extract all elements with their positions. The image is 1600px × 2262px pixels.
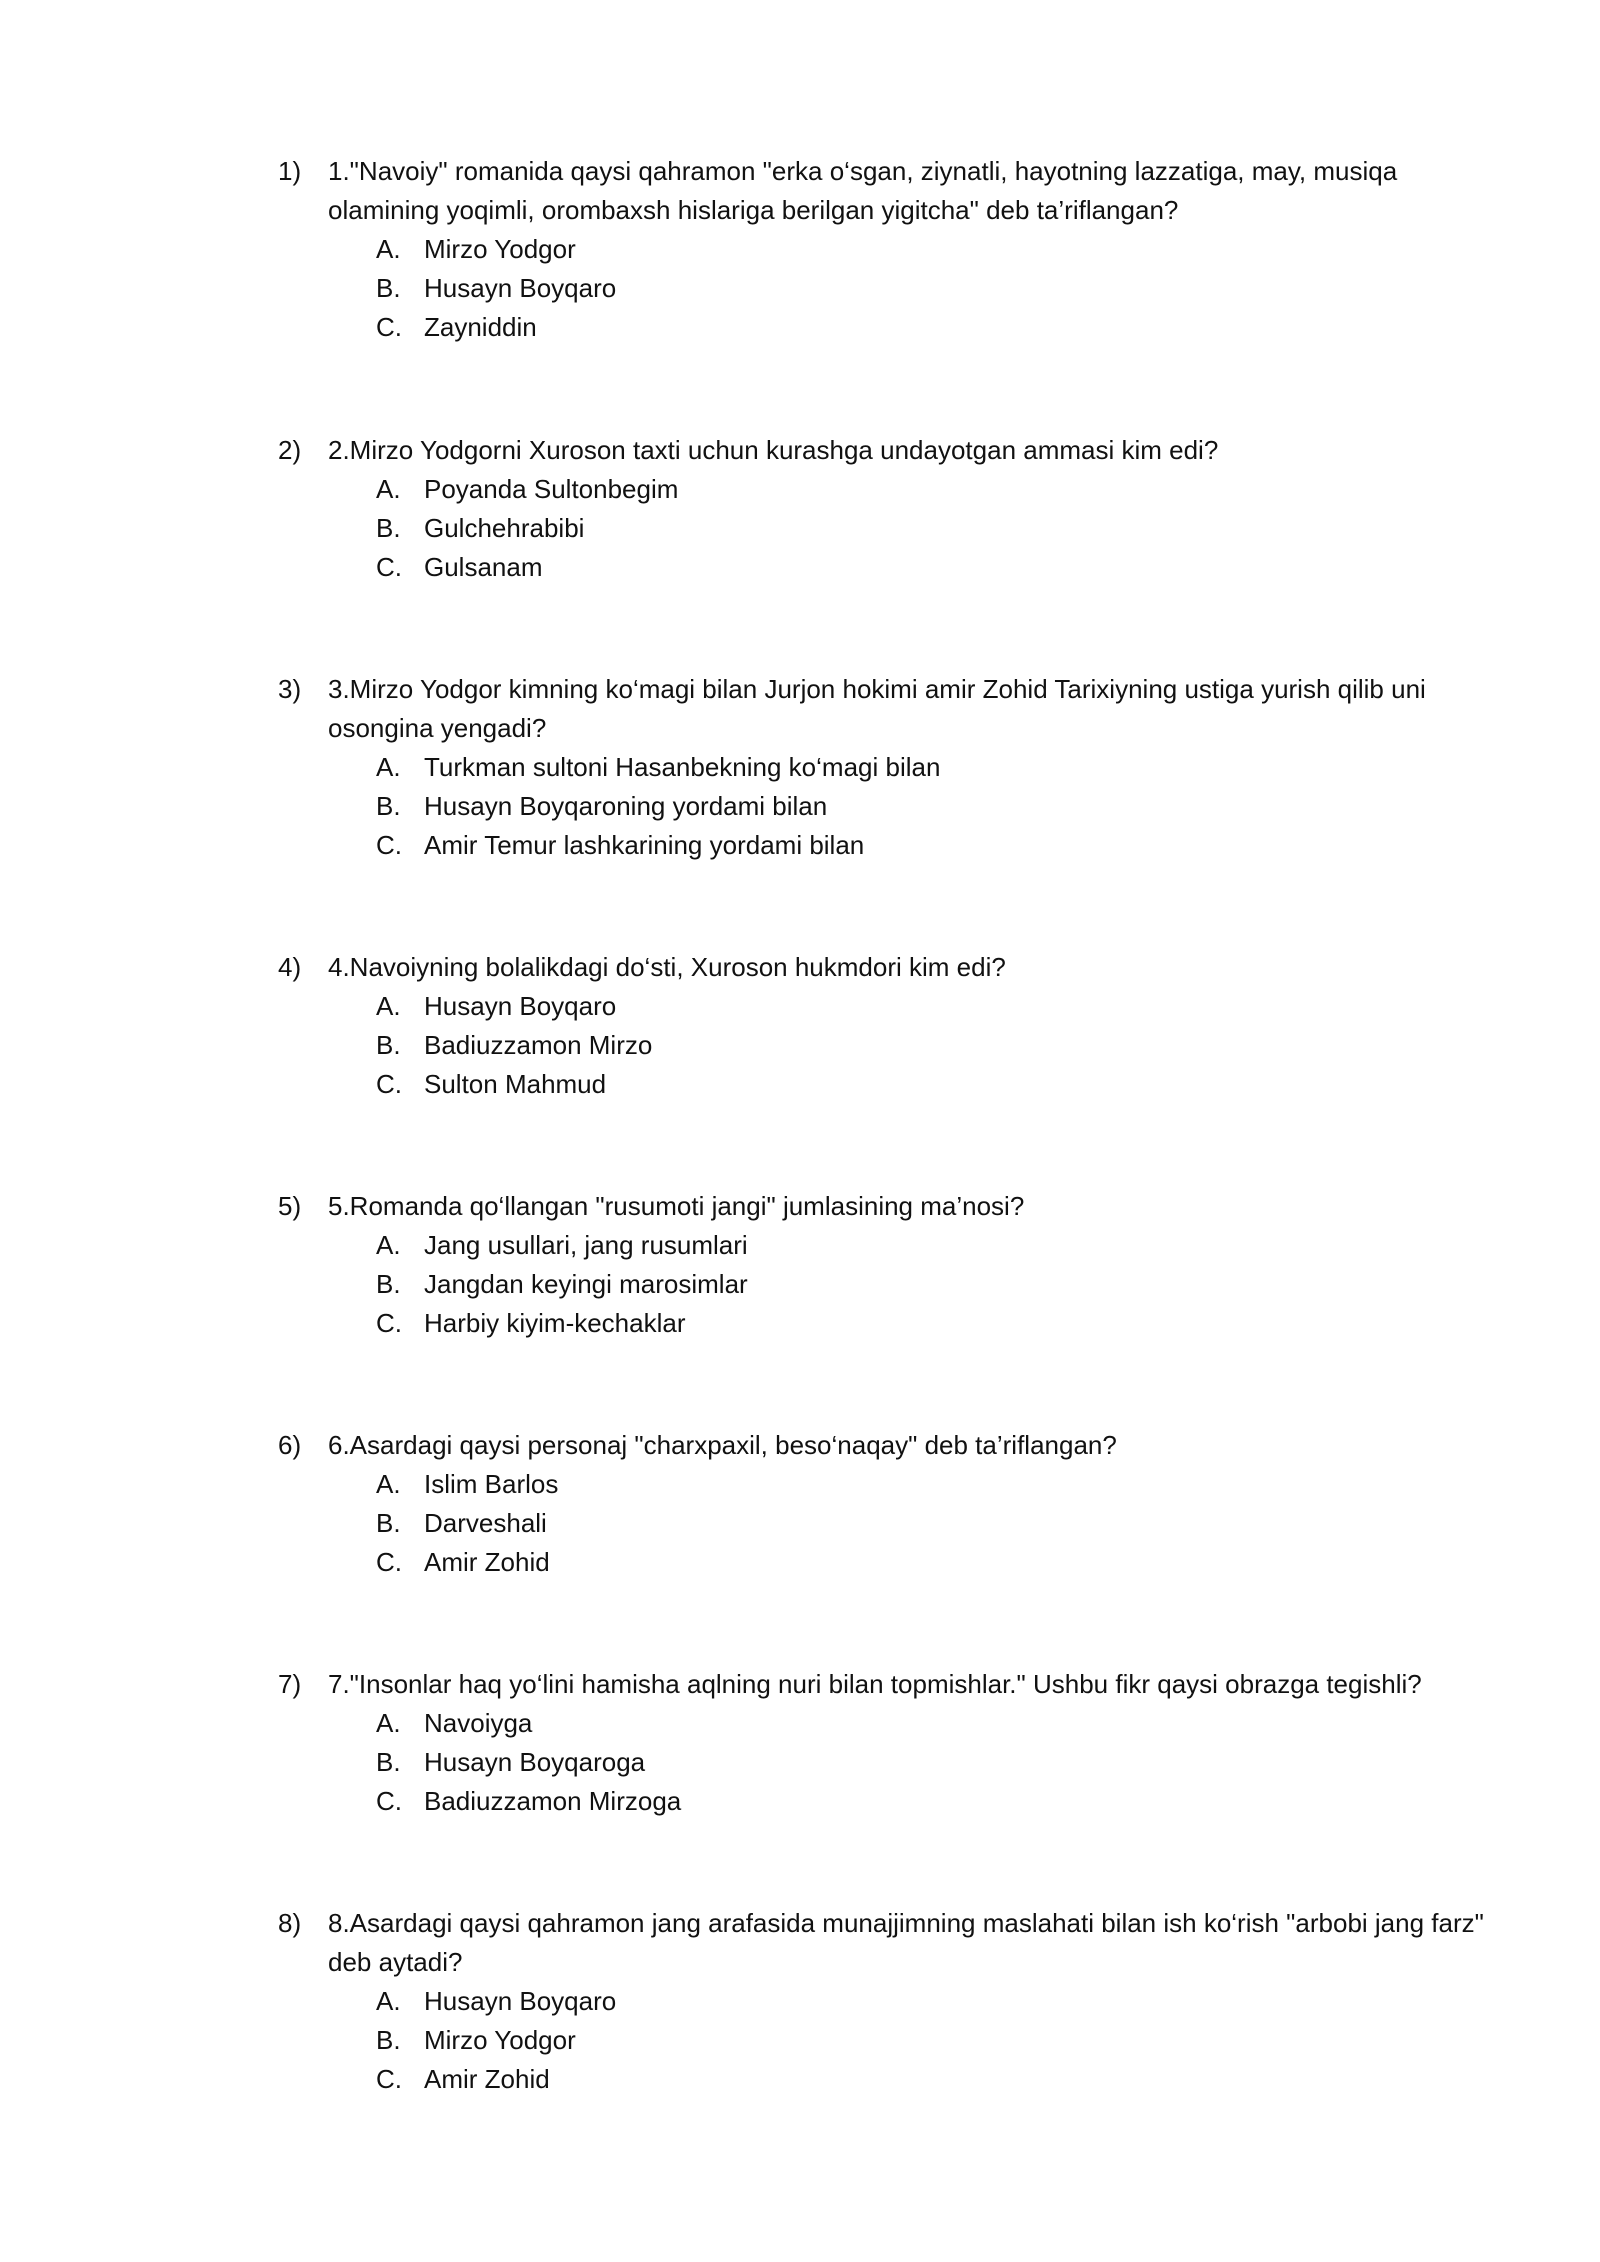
answer-option [376, 1226, 1493, 1265]
answer-option [376, 748, 1493, 787]
question-4 [278, 948, 1493, 1104]
option-letter: C. [376, 1308, 402, 1338]
question-number: 8) [278, 1908, 302, 1938]
answer-option [376, 509, 1493, 548]
option-letter: C. [376, 2064, 402, 2094]
option-text: Gulsanam [424, 552, 543, 582]
option-letter: C. [376, 830, 402, 860]
answer-options [376, 748, 1493, 865]
option-letter: B. [376, 791, 401, 821]
answer-option [376, 1265, 1493, 1304]
option-letter: B. [376, 513, 401, 543]
answer-options [376, 470, 1493, 587]
option-letter: A. [376, 1469, 401, 1499]
option-letter: A. [376, 1230, 401, 1260]
option-text: Darveshali [424, 1508, 547, 1538]
option-letter: C. [376, 552, 402, 582]
question-text: 1."Navoiy" romanida qaysi qahramon "erka o‘sgan, ziynatli, hayotning lazzatiga, may, musiqa olamining yoqimli, orombaxsh hislariga berilgan yigitcha" deb ta’riflangan? [328, 156, 1398, 225]
answer-option [376, 2060, 1493, 2099]
question-number: 3) [278, 674, 302, 704]
answer-options [376, 987, 1493, 1104]
option-text: Husayn Boyqaroning yordami bilan [424, 791, 828, 821]
answer-option [376, 1782, 1493, 1821]
answer-options [376, 1982, 1493, 2099]
option-letter: A. [376, 474, 401, 504]
question-text: 8.Asardagi qaysi qahramon jang arafasida munajjimning maslahati bilan ish ko‘rish "arbobi jang farz" deb aytadi? [328, 1908, 1484, 1977]
answer-option [376, 1026, 1493, 1065]
question-5 [278, 1187, 1493, 1343]
question-text: 5.Romanda qo‘llangan "rusumoti jangi" jumlasining ma’nosi? [328, 1191, 1025, 1221]
answer-option [376, 1982, 1493, 2021]
option-letter: C. [376, 312, 402, 342]
answer-option [376, 308, 1493, 347]
option-letter: B. [376, 1030, 401, 1060]
option-letter: B. [376, 1269, 401, 1299]
option-text: Gulchehrabibi [424, 513, 585, 543]
question-3 [278, 670, 1493, 865]
option-text: Zayniddin [424, 312, 537, 342]
answer-option [376, 826, 1493, 865]
option-text: Poyanda Sultonbegim [424, 474, 679, 504]
question-text: 6.Asardagi qaysi personaj "charxpaxil, beso‘naqay" deb ta’riflangan? [328, 1430, 1117, 1460]
option-text: Husayn Boyqaroga [424, 1747, 646, 1777]
question-1 [278, 152, 1493, 347]
question-text: 7."Insonlar haq yo‘lini hamisha aqlning nuri bilan topmishlar." Ushbu fikr qaysi obrazga tegishli? [328, 1669, 1422, 1699]
option-text: Mirzo Yodgor [424, 234, 576, 264]
option-text: Husayn Boyqaro [424, 273, 617, 303]
option-letter: B. [376, 273, 401, 303]
question-7 [278, 1665, 1493, 1821]
answer-option [376, 1465, 1493, 1504]
option-letter: B. [376, 2025, 401, 2055]
question-text: 2.Mirzo Yodgorni Xuroson taxti uchun kurashga undayotgan ammasi kim edi? [328, 435, 1219, 465]
answer-option [376, 2021, 1493, 2060]
option-text: Amir Zohid [424, 1547, 550, 1577]
answer-options [376, 1465, 1493, 1582]
option-text: Sulton Mahmud [424, 1069, 607, 1099]
answer-option [376, 1065, 1493, 1104]
answer-option [376, 230, 1493, 269]
question-number: 2) [278, 435, 302, 465]
question-number: 1) [278, 156, 302, 186]
question-number: 5) [278, 1191, 302, 1221]
option-text: Amir Zohid [424, 2064, 550, 2094]
option-text: Husayn Boyqaro [424, 1986, 617, 2016]
answer-options [376, 1704, 1493, 1821]
answer-option [376, 1743, 1493, 1782]
answer-option [376, 548, 1493, 587]
answer-option [376, 1704, 1493, 1743]
option-text: Husayn Boyqaro [424, 991, 617, 1021]
answer-option [376, 1504, 1493, 1543]
option-letter: A. [376, 1708, 401, 1738]
option-text: Amir Temur lashkarining yordami bilan [424, 830, 865, 860]
answer-option [376, 1304, 1493, 1343]
option-letter: A. [376, 1986, 401, 2016]
question-number: 6) [278, 1430, 302, 1460]
option-text: Mirzo Yodgor [424, 2025, 576, 2055]
question-8 [278, 1904, 1493, 2099]
question-number: 4) [278, 952, 302, 982]
question-2 [278, 431, 1493, 587]
option-letter: C. [376, 1547, 402, 1577]
question-6 [278, 1426, 1493, 1582]
answer-options [376, 1226, 1493, 1343]
option-text: Navoiyga [424, 1708, 533, 1738]
option-text: Turkman sultoni Hasanbekning ko‘magi bilan [424, 752, 941, 782]
option-letter: A. [376, 234, 401, 264]
answer-option [376, 1543, 1493, 1582]
question-number: 7) [278, 1669, 302, 1699]
answer-option [376, 987, 1493, 1026]
option-text: Harbiy kiyim-kechaklar [424, 1308, 686, 1338]
option-letter: C. [376, 1786, 402, 1816]
option-letter: B. [376, 1747, 401, 1777]
option-text: Badiuzzamon Mirzo [424, 1030, 653, 1060]
option-letter: A. [376, 991, 401, 1021]
option-letter: C. [376, 1069, 402, 1099]
answer-option [376, 787, 1493, 826]
answer-option [376, 269, 1493, 308]
option-text: Islim Barlos [424, 1469, 559, 1499]
answer-options [376, 230, 1493, 347]
question-text: 3.Mirzo Yodgor kimning ko‘magi bilan Jurjon hokimi amir Zohid Tarixiyning ustiga yurish qilib uni osongina yengadi? [328, 674, 1426, 743]
option-letter: A. [376, 752, 401, 782]
answer-option [376, 470, 1493, 509]
option-text: Jang usullari, jang rusumlari [424, 1230, 748, 1260]
option-text: Jangdan keyingi marosimlar [424, 1269, 748, 1299]
option-letter: B. [376, 1508, 401, 1538]
question-text: 4.Navoiyning bolalikdagi do‘sti, Xuroson hukmdori kim edi? [328, 952, 1006, 982]
option-text: Badiuzzamon Mirzoga [424, 1786, 682, 1816]
